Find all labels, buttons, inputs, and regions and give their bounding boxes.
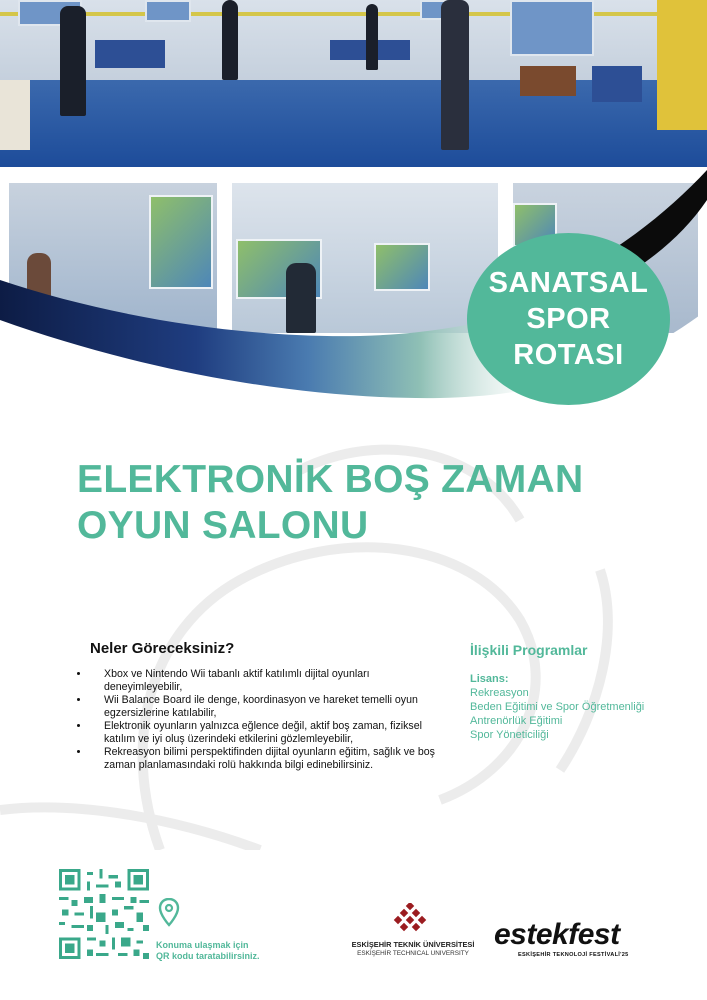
list-item: • Xbox ve Nintendo Wii tabanlı aktif katılımlı dijital oyunları deneyimleyebilir,: [90, 668, 450, 694]
related-programs-heading: İlişkili Programlar: [470, 642, 588, 658]
degree-level: Lisans:: [470, 673, 509, 685]
qr-caption: [156, 940, 260, 962]
badge-line-2: SPOR: [526, 303, 611, 335]
program-item: Beden Eğitimi ve Spor Öğretmenliği: [470, 701, 645, 713]
list-item: • Wii Balance Board ile denge, koordinasyon ve hareket temelli oyun egzersizlerine katılabilir,: [90, 694, 450, 720]
program-item: Antrenörlük Eğitimi: [470, 715, 563, 727]
location-pin-icon: [158, 898, 180, 928]
related-programs-list: [470, 686, 644, 742]
festival-logo: estekfest: [494, 918, 620, 951]
university-name: ESKİŞEHİR TEKNİK ÜNİVERSİTESİ: [351, 940, 475, 949]
university-name-en: ESKİŞEHİR TECHNICAL UNIVERSITY: [357, 950, 469, 957]
badge-line-3: ROTASI: [513, 339, 624, 371]
location-qr-code[interactable]: [59, 869, 149, 959]
program-item: Spor Yöneticiliği: [470, 729, 549, 741]
what-you-will-see-heading: Neler Göreceksiniz?: [90, 640, 235, 657]
what-you-will-see-list: [78, 668, 450, 772]
photo-game-room-wide: [0, 0, 707, 167]
qr-caption-line-1: Konuma ulaşmak için: [156, 940, 249, 950]
list-item: • Elektronik oyunların yalnızca eğlence değil, aktif boş zaman, fiziksel katılım ve iyi oluş üzerindeki etkilerini gözlemleyebilir,: [90, 720, 450, 746]
list-item: • Rekreasyon bilimi perspektifinden dijital oyunların eğitim, sağlık ve boş zaman planlamasındaki rolü hakkında bilgi edinebilirsiniz.: [90, 746, 450, 772]
title-line-1: ELEKTRONİK BOŞ ZAMAN: [77, 458, 584, 501]
university-logo-icon: [393, 903, 433, 937]
route-badge: [467, 233, 670, 405]
badge-line-1: SANATSAL: [488, 267, 649, 299]
program-item: Rekreasyon: [470, 687, 529, 699]
title-line-2: OYUN SALONU: [77, 504, 369, 547]
page-title: [77, 457, 637, 549]
festival-subtitle: ESKİŞEHİR TEKNOLOJİ FESTİVALİ'25: [518, 952, 629, 958]
qr-caption-line-2: QR kodu taratabilirsiniz.: [156, 951, 260, 961]
